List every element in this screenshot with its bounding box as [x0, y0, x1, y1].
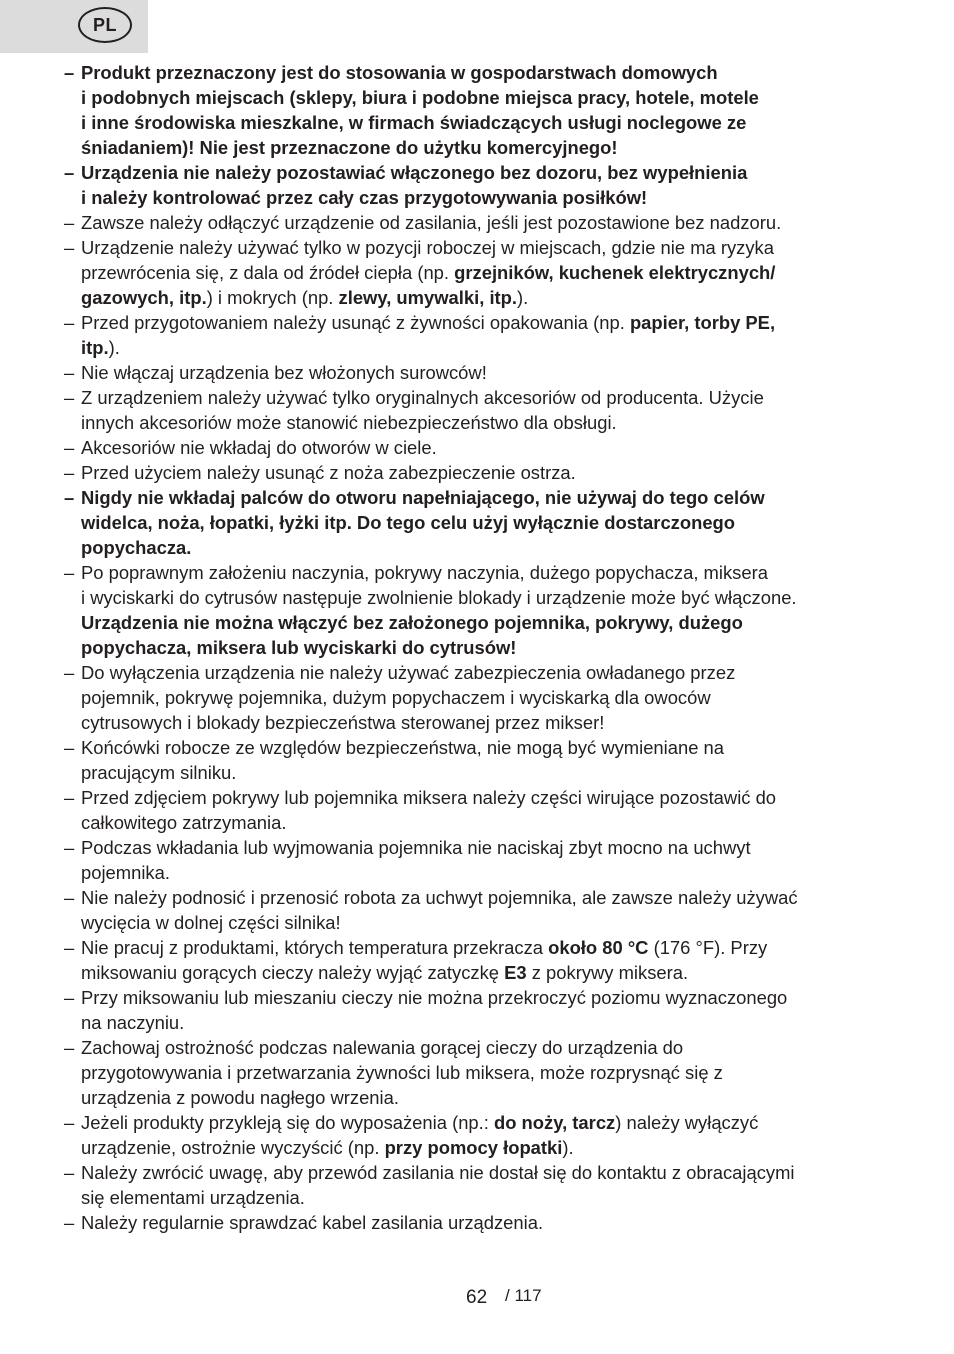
text-segment: miksowaniu gorących cieczy należy wyjąć zatyczkę	[81, 962, 505, 983]
list-item	[64, 1035, 894, 1110]
list-item	[64, 1110, 894, 1160]
list-item-text	[81, 360, 894, 385]
list-item	[64, 210, 894, 235]
list-bullet-dash: –	[64, 62, 75, 83]
text-segment: pojemnik, pokrywę pojemnika, dużym popychaczem i wyciskarką dla owoców	[81, 687, 711, 708]
list-item	[64, 985, 894, 1035]
text-segment: Przed użyciem należy usunąć z noża zabezpieczenie ostrza.	[81, 462, 576, 483]
text-segment: Przed zdjęciem pokrywy lub pojemnika miksera należy części wirujące pozostawić do	[81, 787, 777, 808]
list-item	[64, 460, 894, 485]
list-bullet-dash: –	[64, 387, 75, 408]
list-item	[64, 360, 894, 385]
bold-text-segment: Urządzenia nie należy pozostawiać włączonego bez dozoru, bez wypełnienia	[81, 162, 748, 183]
list-item-text	[81, 735, 894, 785]
text-segment: pojemnika.	[81, 862, 170, 883]
bold-text-segment: widelca, noża, łopatki, łyżki itp. Do tego celu użyj wyłącznie dostarczonego	[81, 512, 736, 533]
bold-text-segment: papier, torby PE,	[629, 312, 776, 333]
bold-text-segment: i podobnych miejscach (sklepy, biura i podobne miejsca pracy, hotele, motele	[81, 87, 759, 108]
page-number: 62	[466, 1287, 488, 1308]
list-item-text	[81, 1160, 894, 1210]
list-bullet-dash: –	[64, 1212, 75, 1233]
bold-text-segment: popychacza, miksera lub wyciskarki do cytrusów!	[81, 637, 517, 658]
list-item	[64, 310, 894, 360]
bold-text-segment: E3	[504, 962, 527, 983]
list-bullet-dash: –	[64, 787, 75, 808]
list-item-text	[81, 935, 894, 985]
bold-text-segment: grzejników, kuchenek elektrycznych/	[454, 262, 776, 283]
list-item-text	[81, 885, 894, 935]
list-bullet-dash: –	[64, 362, 75, 383]
list-item-text	[81, 785, 894, 835]
text-segment: Należy zwrócić uwagę, aby przewód zasilania nie dostał się do kontaktu z obracającymi	[81, 1162, 795, 1183]
bold-text-segment: gazowych, itp.	[81, 287, 207, 308]
text-segment: przewrócenia się, z dala od źródeł ciepła (np.	[81, 262, 455, 283]
text-segment: Z urządzeniem należy używać tylko oryginalnych akcesoriów od producenta. Użycie	[81, 387, 764, 408]
list-item-text	[81, 560, 894, 660]
list-item	[64, 735, 894, 785]
page-total: / 117	[505, 1286, 542, 1305]
text-segment: ).	[562, 1137, 574, 1158]
bold-text-segment: Urządzenia nie można włączyć bez założonego pojemnika, pokrywy, dużego	[81, 612, 743, 633]
text-segment: ).	[108, 337, 120, 358]
text-segment: z pokrywy miksera.	[526, 962, 689, 983]
list-bullet-dash: –	[64, 937, 75, 958]
list-item	[64, 1160, 894, 1210]
list-item-text	[81, 485, 894, 560]
bold-text-segment: i należy kontrolować przez cały czas przygotowywania posiłków!	[81, 187, 648, 208]
list-bullet-dash: –	[64, 662, 75, 683]
list-item	[64, 935, 894, 985]
list-item	[64, 560, 894, 660]
list-item-text	[81, 985, 894, 1035]
list-item-text	[81, 835, 894, 885]
list-bullet-dash: –	[64, 887, 75, 908]
list-bullet-dash: –	[64, 312, 75, 333]
list-bullet-dash: –	[64, 837, 75, 858]
text-segment: Nie włączaj urządzenia bez włożonych surowców!	[81, 362, 487, 383]
list-item-text	[81, 460, 894, 485]
list-bullet-dash: –	[64, 237, 75, 258]
text-segment: ) i mokrych (np.	[206, 287, 339, 308]
list-bullet-dash: –	[64, 1037, 75, 1058]
list-item	[64, 885, 894, 935]
list-item	[64, 385, 894, 435]
bold-text-segment: Nigdy nie wkładaj palców do otworu napełniającego, nie używaj do tego celów	[81, 487, 765, 508]
list-item-text	[81, 235, 894, 310]
list-item-text	[81, 60, 894, 160]
text-segment: pracującym silniku.	[81, 762, 237, 783]
language-tab	[0, 0, 148, 53]
text-segment: całkowitego zatrzymania.	[81, 812, 287, 833]
text-segment: Podczas wkładania lub wyjmowania pojemnika nie naciskaj zbyt mocno na uchwyt	[81, 837, 751, 858]
list-bullet-dash: –	[64, 987, 75, 1008]
bold-text-segment: i inne środowiska mieszkalne, w firmach świadczących usługi noclegowe ze	[81, 112, 747, 133]
text-segment: (176 °F). Przy	[648, 937, 768, 958]
text-segment: cytrusowych i blokady bezpieczeństwa sterowanej przez mikser!	[81, 712, 605, 733]
list-bullet-dash: –	[64, 562, 75, 583]
list-item-text	[81, 435, 894, 460]
text-segment: Nie należy podnosić i przenosić robota za uchwyt pojemnika, ale zawsze należy używać	[81, 887, 798, 908]
list-bullet-dash: –	[64, 462, 75, 483]
list-item-text	[81, 310, 894, 360]
bold-text-segment: zlewy, umywalki, itp.	[338, 287, 518, 308]
bold-text-segment: popychacza.	[81, 537, 192, 558]
text-segment: Nie pracuj z produktami, których temperatura przekracza	[81, 937, 549, 958]
list-bullet-dash: –	[64, 212, 75, 233]
safety-instructions-list	[64, 60, 894, 1235]
list-item	[64, 435, 894, 460]
list-item-text	[81, 1210, 894, 1235]
text-segment: ).	[517, 287, 529, 308]
list-item-text	[81, 160, 894, 210]
list-bullet-dash: –	[64, 1112, 75, 1133]
bold-text-segment: przy pomocy łopatki	[384, 1137, 563, 1158]
text-segment: Akcesoriów nie wkładaj do otworów w ciele.	[81, 437, 437, 458]
bold-text-segment: Produkt przeznaczony jest do stosowania w gospodarstwach domowych	[81, 62, 718, 83]
text-segment: Do wyłączenia urządzenia nie należy używać zabezpieczenia owładanego przez	[81, 662, 736, 683]
text-segment: Końcówki robocze ze względów bezpieczeństwa, nie mogą być wymieniane na	[81, 737, 724, 758]
list-bullet-dash: –	[64, 162, 75, 183]
list-item	[64, 235, 894, 310]
text-segment: Przy miksowaniu lub mieszaniu cieczy nie można przekroczyć poziomu wyznaczonego	[81, 987, 788, 1008]
list-item-text	[81, 210, 894, 235]
text-segment: innych akcesoriów może stanowić niebezpieczeństwo dla obsługi.	[81, 412, 617, 433]
text-segment: i wyciskarki do cytrusów następuje zwolnienie blokady i urządzenie może być włączone.	[81, 587, 797, 608]
text-segment: Przed przygotowaniem należy usunąć z żywności opakowania (np.	[81, 312, 630, 333]
list-item	[64, 160, 894, 210]
text-segment: urządzenia z powodu nagłego wrzenia.	[81, 1087, 399, 1108]
text-segment: Należy regularnie sprawdzać kabel zasilania urządzenia.	[81, 1212, 544, 1233]
text-segment: przygotowywania i przetwarzania żywności lub miksera, może rozprysnąć się z	[81, 1062, 723, 1083]
list-bullet-dash: –	[64, 487, 75, 508]
list-item	[64, 1210, 894, 1235]
list-bullet-dash: –	[64, 737, 75, 758]
list-item	[64, 485, 894, 560]
list-item	[64, 835, 894, 885]
list-item-text	[81, 1035, 894, 1110]
list-item	[64, 785, 894, 835]
text-segment: na naczyniu.	[81, 1012, 185, 1033]
bold-text-segment: itp.	[81, 337, 109, 358]
list-bullet-dash: –	[64, 437, 75, 458]
list-item-text	[81, 660, 894, 735]
list-item-text	[81, 1110, 894, 1160]
list-item-text	[81, 385, 894, 435]
list-bullet-dash: –	[64, 1162, 75, 1183]
text-segment: wycięcia w dolnej części silnika!	[81, 912, 341, 933]
text-segment: ) należy wyłączyć	[615, 1112, 759, 1133]
text-segment: urządzenie, ostrożnie wyczyścić (np.	[81, 1137, 385, 1158]
text-segment: Urządzenie należy używać tylko w pozycji roboczej w miejscach, gdzie nie ma ryzyka	[81, 237, 774, 258]
text-segment: Jeżeli produkty przykleją się do wyposażenia (np.:	[81, 1112, 494, 1133]
text-segment: Po poprawnym założeniu naczynia, pokrywy naczynia, dużego popychacza, miksera	[81, 562, 768, 583]
bold-text-segment: do noży, tarcz	[493, 1112, 616, 1133]
language-badge: PL	[78, 7, 132, 43]
bold-text-segment: około 80 °C	[548, 937, 649, 958]
text-segment: Zachowaj ostrożność podczas nalewania gorącej cieczy do urządzenia do	[81, 1037, 684, 1058]
text-segment: Zawsze należy odłączyć urządzenie od zasilania, jeśli jest pozostawione bez nadzoru.	[81, 212, 782, 233]
list-item	[64, 660, 894, 735]
text-segment: się elementami urządzenia.	[81, 1187, 305, 1208]
list-item	[64, 60, 894, 160]
bold-text-segment: śniadaniem)! Nie jest przeznaczone do użytku komercyjnego!	[81, 137, 618, 158]
